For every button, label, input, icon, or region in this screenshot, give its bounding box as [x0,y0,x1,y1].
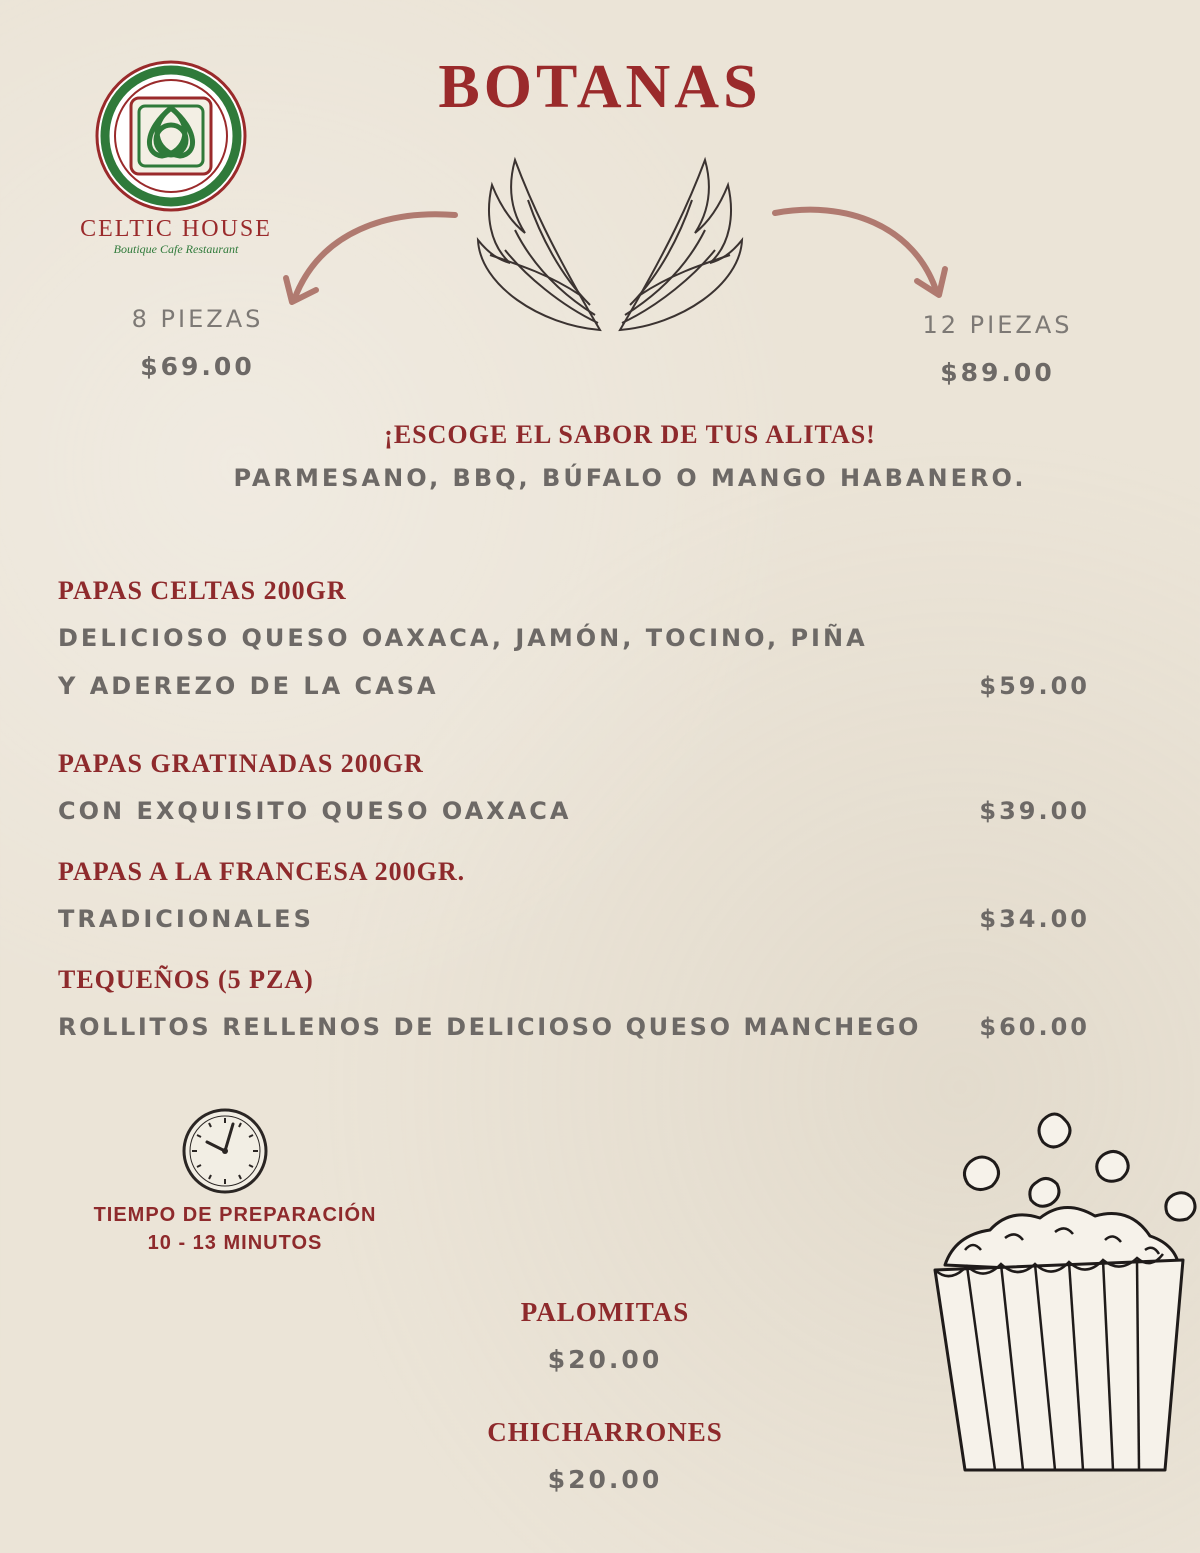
item-description: Y ADEREZO DE LA CASA [58,672,439,700]
prep-time-label: TIEMPO DE PREPARACIÓN [93,1204,377,1226]
item-price: $34.00 [979,905,1090,933]
extra-item-price: $20.00 [547,1465,663,1494]
item-description: ROLLITOS RELLENOS DE DELICIOSO QUESO MANCHEGO [58,1013,922,1041]
prep-time-value: 10 - 13 MINUTOS [147,1232,323,1254]
flavor-list: PARMESANO, BBQ, BÚFALO O MANGO HABANERO. [233,464,1027,492]
item-description: CON EXQUISITO QUESO OAXACA [58,797,572,825]
item-price: $60.00 [979,1013,1090,1041]
item-description: DELICIOSO QUESO OAXACA, JAMÓN, TOCINO, PIÑA [58,624,868,652]
item-name: TEQUEÑOS (5 PZA) [58,965,314,994]
clock-icon [180,1106,270,1196]
wings-right-pieces: 12 PIEZAS [922,311,1073,339]
item-price: $59.00 [979,672,1090,700]
item-price: $39.00 [979,797,1090,825]
celtic-knot-logo-icon [78,60,278,220]
item-name: PAPAS A LA FRANCESA 200GR. [58,857,466,886]
extra-item-name: CHICHARRONES [487,1417,723,1447]
wings-left-pieces: 8 PIEZAS [131,305,264,333]
wings-icon [470,155,750,345]
item-name: PAPAS CELTAS 200GR [58,576,347,605]
wings-right-price: $89.00 [940,358,1055,387]
popcorn-icon [925,1100,1200,1480]
page-title: BOTANAS [438,53,762,121]
item-description: TRADICIONALES [58,905,314,933]
item-name: PAPAS GRATINADAS 200GR [58,749,424,778]
wings-left-price: $69.00 [140,352,255,381]
extra-item-name: PALOMITAS [520,1297,690,1327]
logo-subtitle: Boutique Cafe Restaurant [113,242,239,256]
arrow-left-icon [280,200,470,310]
arrow-right-icon [765,195,955,305]
flavor-title: ¡ESCOGE EL SABOR DE TUS ALITAS! [384,420,876,449]
logo-name: CELTIC HOUSE [80,216,272,242]
extra-item-price: $20.00 [547,1345,663,1374]
